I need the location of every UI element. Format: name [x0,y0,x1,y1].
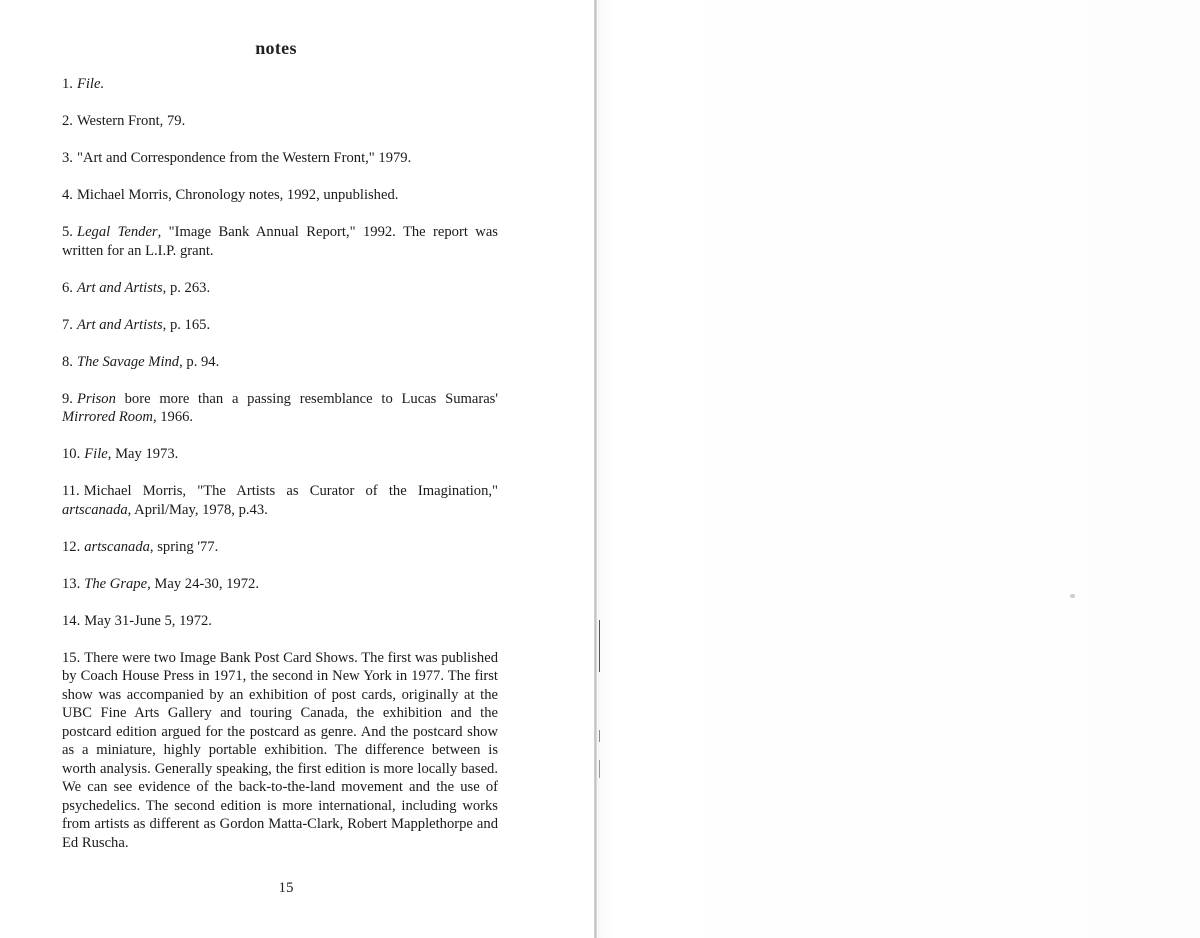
note-title-italic: Legal Tender [76,224,158,240]
note-text: "Art and Correspondence from the Western Front," 1979. [76,150,412,166]
note-text: Michael Morris, "The Artists as Curator of the Imagination," [83,483,498,499]
note-number: 3. [62,150,73,166]
note-number: 15. [62,649,81,666]
note-number: 14. [62,612,81,629]
note-item [62,112,498,131]
note-title-italic: artscanada [62,501,128,518]
note-text: May 31-June 5, 1972. [84,612,212,629]
note-title-italic: The Grape [84,575,148,592]
gutter-mark [599,620,600,672]
note-title-italic: Prison [76,390,116,407]
note-text: , "Image Bank Annual Report," 1992. The report was written for an L.I.P. grant. [62,224,498,259]
gutter-mark [599,760,600,778]
note-title-italic: Art and Artists [76,279,163,296]
note-item [62,445,498,464]
note-item [62,279,498,298]
note-number: 8. [62,353,73,370]
note-title-italic: Mirrored Room [62,409,153,425]
note-item [62,316,498,335]
note-item [62,538,498,557]
note-item [62,149,498,168]
note-text: , p. 263. [162,279,211,296]
note-title-italic: File. [76,76,105,92]
note-number: 12. [62,538,81,555]
note-item [62,390,498,427]
note-title-italic: artscanada [84,538,150,555]
note-number: 11. [62,483,80,499]
note-title-italic: Art and Artists [76,316,163,333]
page-number: 15 [278,880,294,896]
note-item [62,223,498,260]
note-number: 4. [62,187,73,203]
note-title-italic: File [84,446,108,462]
gutter-mark [599,730,600,742]
note-item [62,75,498,94]
note-item [62,482,498,519]
note-title-italic: The Savage Mind [76,353,180,370]
right-page [596,0,1200,938]
note-text: Michael Morris, Chronology notes, 1992, unpublished. [76,187,399,203]
note-number: 10. [62,446,81,462]
note-text: , p. 165. [162,316,211,333]
page-gutter [594,0,597,938]
note-text: , spring '77. [149,538,219,555]
note-text: , May 24-30, 1972. [147,575,259,592]
note-number: 13. [62,575,81,592]
note-number: 1. [62,76,73,92]
note-item [62,575,498,594]
note-text: , 1966. [152,409,194,425]
note-text: bore more than a passing resemblance to Lucas Sumaras' [115,390,498,407]
note-text: , May 1973. [107,446,179,462]
paper-speck [1070,594,1075,598]
note-number: 9. [62,390,73,407]
note-text: , April/May, 1978, p.43. [127,501,268,518]
notes-list [62,75,498,852]
note-item [62,612,498,631]
note-item [62,186,498,205]
note-number: 6. [62,279,73,296]
note-item [62,353,498,372]
left-page [0,0,596,938]
note-text: Western Front, 79. [76,113,186,129]
note-text: There were two Image Bank Post Card Shows. The first was published by Coach House Press in 1971, the second in New York in 1977. The first show was accompanied by an exhibition of post cards, originally at the UBC Fine Arts Gallery and touring Canada, the exhibition and the postcard edition argued for the postcard as genre. And the postcard show as a miniature, highly portable exhibition. The difference between is worth analysis. Generally speaking, the first edition is more locally based. We can see evidence of the back-to-the-land movement and the use of psychedelics. The second edition is more international, including works from artists as different as Gordon Matta-Clark, Robert Mapplethorpe and Ed Ruscha. [62,649,498,851]
note-number: 7. [62,316,73,333]
note-item [62,649,498,853]
note-number: 5. [62,224,73,240]
page-title: notes [255,38,297,58]
note-number: 2. [62,113,73,129]
note-text: , p. 94. [179,353,220,370]
